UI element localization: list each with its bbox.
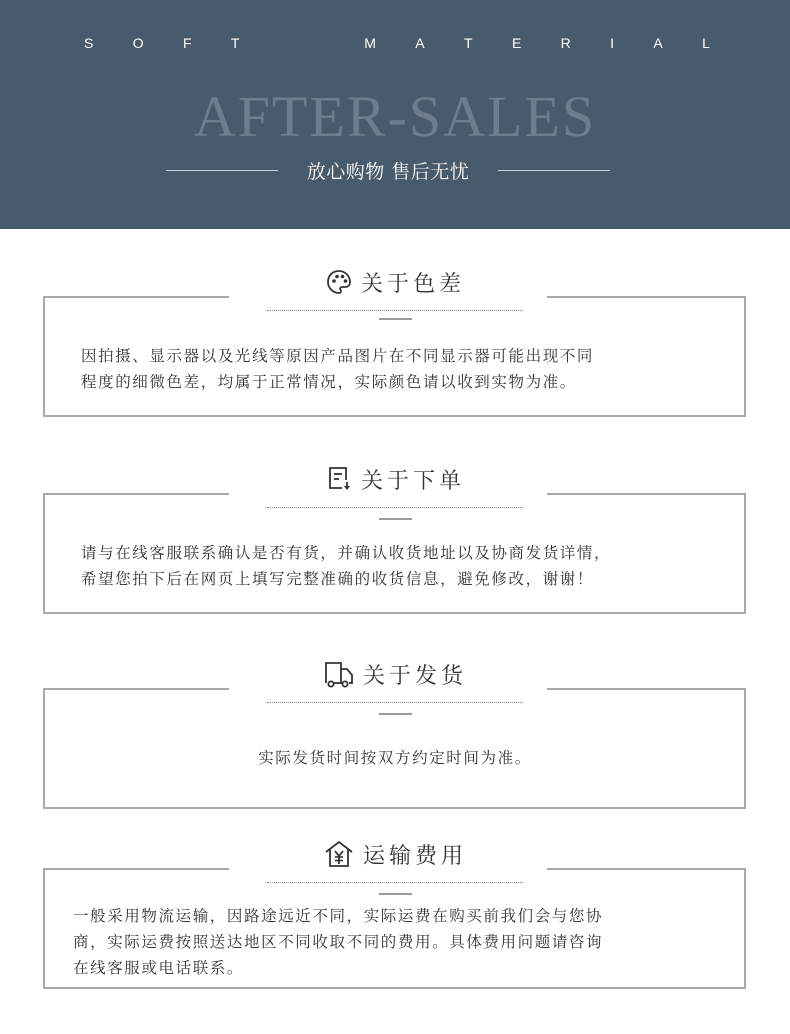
caption-letter: F [182,35,192,51]
dotted-divider [267,882,523,883]
dotted-divider [267,507,523,508]
section-heading [0,657,790,691]
body-line: 在线客服或电话联系。 [73,959,245,977]
body-line: 因拍摄、显示器以及光线等原因产品图片在不同显示器可能出现不同 [81,347,595,365]
subtitle-row [166,156,610,184]
body-line: 程度的细微色差，均属于正常情况，实际颜色请以收到实物为准。 [81,373,577,391]
section-body [81,540,611,592]
order-icon [325,465,353,493]
caption-letter: E [511,35,522,51]
subtitle: 放心购物 售后无忧 [306,160,470,183]
section-heading [0,265,790,299]
section-title: 关于色差 [360,271,465,297]
caption-letter: T [230,35,240,51]
short-divider [379,518,412,520]
section-body [0,745,790,771]
after-sales-title: AFTER-SALES [193,84,597,149]
caption-letter: R [560,35,571,51]
section-title: 关于下单 [360,468,465,494]
body-line: 希望您拍下后在网页上填写完整准确的收货信息，避免修改，谢谢！ [81,570,595,588]
truck-icon [323,659,355,689]
section-body [73,903,603,981]
section-heading [0,837,790,871]
body-line: 实际发货时间按双方约定时间为准。 [258,749,532,767]
body-line: 商，实际运费按照送达地区不同收取不同的费用。具体费用问题请咨询 [73,933,604,951]
caption-letter: A [653,35,663,51]
section-title: 关于发货 [362,663,467,689]
caption-letter: M [364,35,376,51]
soft-material-caption [84,35,710,51]
caption-letter: A [415,35,425,51]
section-heading [0,462,790,496]
subtitle-right-line [498,170,610,171]
short-divider [379,713,412,715]
header-banner [0,0,790,229]
section-title: 运输费用 [362,843,467,869]
caption-letter: S [84,35,94,51]
subtitle-left-line [166,170,278,171]
body-line: 一般采用物流运输，因路途远近不同，实际运费在购买前我们会与您协 [73,907,604,925]
caption-letter: O [132,35,144,51]
caption-letter: L [702,35,710,51]
caption-letter: T [464,35,473,51]
yen-house-icon [323,838,355,870]
caption-letter: I [610,35,615,51]
short-divider [379,318,412,320]
dotted-divider [267,310,523,311]
caption-gap [279,35,325,51]
palette-icon [325,268,353,296]
body-line: 请与在线客服联系确认是否有货，并确认收货地址以及协商发货详情， [81,544,612,562]
short-divider [379,893,412,895]
section-body [81,343,594,395]
dotted-divider [267,702,523,703]
